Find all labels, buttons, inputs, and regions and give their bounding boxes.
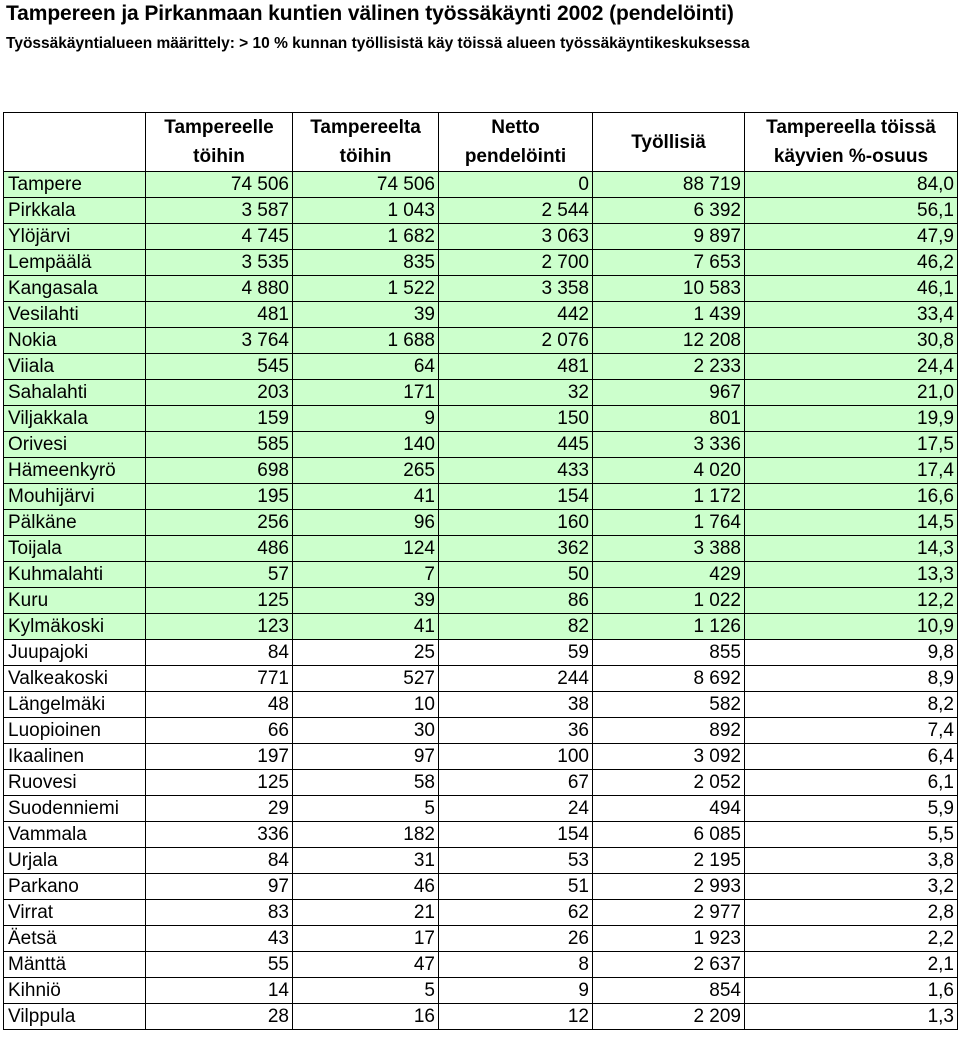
employed-value: 4 020 — [593, 458, 745, 484]
municipality-name: Ikaalinen — [4, 744, 146, 770]
header-label-line2: pendelöinti — [464, 146, 567, 167]
table-header-row — [4, 113, 958, 172]
municipality-name: Ruovesi — [4, 770, 146, 796]
employed-value: 10 583 — [593, 276, 745, 302]
municipality-name: Vilppula — [4, 1004, 146, 1030]
municipality-name: Kuru — [4, 588, 146, 614]
to-tampere-value: 545 — [146, 354, 293, 380]
municipality-name: Viiala — [4, 354, 146, 380]
table-row — [4, 250, 958, 276]
share-percent-value: 16,6 — [745, 484, 958, 510]
share-percent-value: 84,0 — [745, 172, 958, 198]
table-row — [4, 432, 958, 458]
share-percent-value: 46,2 — [745, 250, 958, 276]
to-tampere-value: 197 — [146, 744, 293, 770]
to-tampere-value: 55 — [146, 952, 293, 978]
header-share-working-in-tampere — [745, 113, 958, 172]
net-commuting-value: 8 — [439, 952, 593, 978]
share-percent-value: 30,8 — [745, 328, 958, 354]
share-percent-value: 21,0 — [745, 380, 958, 406]
employed-value: 7 653 — [593, 250, 745, 276]
municipality-name: Parkano — [4, 874, 146, 900]
share-percent-value: 33,4 — [745, 302, 958, 328]
employed-value: 2 637 — [593, 952, 745, 978]
employed-value: 3 388 — [593, 536, 745, 562]
from-tampere-value: 5 — [293, 796, 439, 822]
header-to-tampere — [146, 113, 293, 172]
header-label-line1: Tampereelta — [310, 117, 421, 138]
municipality-name: Kuhmalahti — [4, 562, 146, 588]
net-commuting-value: 154 — [439, 484, 593, 510]
header-net-commuting — [439, 113, 593, 172]
employed-value: 892 — [593, 718, 745, 744]
to-tampere-value: 83 — [146, 900, 293, 926]
net-commuting-value: 154 — [439, 822, 593, 848]
employed-value: 1 022 — [593, 588, 745, 614]
municipality-name: Vammala — [4, 822, 146, 848]
table-row — [4, 874, 958, 900]
municipality-name: Mouhijärvi — [4, 484, 146, 510]
from-tampere-value: 835 — [293, 250, 439, 276]
from-tampere-value: 182 — [293, 822, 439, 848]
from-tampere-value: 30 — [293, 718, 439, 744]
net-commuting-value: 26 — [439, 926, 593, 952]
net-commuting-value: 24 — [439, 796, 593, 822]
net-commuting-value: 2 076 — [439, 328, 593, 354]
net-commuting-value: 53 — [439, 848, 593, 874]
employed-value: 855 — [593, 640, 745, 666]
net-commuting-value: 3 063 — [439, 224, 593, 250]
net-commuting-value: 38 — [439, 692, 593, 718]
table-row — [4, 484, 958, 510]
to-tampere-value: 66 — [146, 718, 293, 744]
net-commuting-value: 442 — [439, 302, 593, 328]
share-percent-value: 6,1 — [745, 770, 958, 796]
table-row — [4, 692, 958, 718]
to-tampere-value: 28 — [146, 1004, 293, 1030]
table-row — [4, 952, 958, 978]
employed-value: 582 — [593, 692, 745, 718]
net-commuting-value: 50 — [439, 562, 593, 588]
to-tampere-value: 84 — [146, 848, 293, 874]
table-row — [4, 198, 958, 224]
employed-value: 967 — [593, 380, 745, 406]
municipality-name: Valkeakoski — [4, 666, 146, 692]
table-row — [4, 354, 958, 380]
municipality-name: Urjala — [4, 848, 146, 874]
employed-value: 9 897 — [593, 224, 745, 250]
header-employed — [593, 113, 745, 172]
table-row — [4, 770, 958, 796]
employed-value: 2 233 — [593, 354, 745, 380]
net-commuting-value: 160 — [439, 510, 593, 536]
municipality-name: Viljakkala — [4, 406, 146, 432]
table-row — [4, 926, 958, 952]
employed-value: 12 208 — [593, 328, 745, 354]
municipality-name: Vesilahti — [4, 302, 146, 328]
from-tampere-value: 74 506 — [293, 172, 439, 198]
net-commuting-value: 86 — [439, 588, 593, 614]
from-tampere-value: 7 — [293, 562, 439, 588]
table-row — [4, 302, 958, 328]
municipality-name: Pälkäne — [4, 510, 146, 536]
share-percent-value: 1,6 — [745, 978, 958, 1004]
municipality-name: Lempäälä — [4, 250, 146, 276]
employed-value: 3 092 — [593, 744, 745, 770]
from-tampere-value: 58 — [293, 770, 439, 796]
municipality-name: Orivesi — [4, 432, 146, 458]
to-tampere-value: 698 — [146, 458, 293, 484]
net-commuting-value: 3 358 — [439, 276, 593, 302]
employed-value: 6 392 — [593, 198, 745, 224]
from-tampere-value: 124 — [293, 536, 439, 562]
municipality-name: Kylmäkoski — [4, 614, 146, 640]
to-tampere-value: 123 — [146, 614, 293, 640]
from-tampere-value: 1 043 — [293, 198, 439, 224]
to-tampere-value: 481 — [146, 302, 293, 328]
table-row — [4, 666, 958, 692]
table-row — [4, 562, 958, 588]
from-tampere-value: 39 — [293, 302, 439, 328]
employed-value: 8 692 — [593, 666, 745, 692]
to-tampere-value: 125 — [146, 770, 293, 796]
from-tampere-value: 265 — [293, 458, 439, 484]
share-percent-value: 47,9 — [745, 224, 958, 250]
net-commuting-value: 51 — [439, 874, 593, 900]
to-tampere-value: 97 — [146, 874, 293, 900]
header-label-line1: Tampereelle — [164, 117, 274, 138]
municipality-name: Mänttä — [4, 952, 146, 978]
share-percent-value: 17,4 — [745, 458, 958, 484]
to-tampere-value: 84 — [146, 640, 293, 666]
net-commuting-value: 2 700 — [439, 250, 593, 276]
employed-value: 1 764 — [593, 510, 745, 536]
to-tampere-value: 256 — [146, 510, 293, 536]
table-row — [4, 276, 958, 302]
to-tampere-value: 14 — [146, 978, 293, 1004]
table-row — [4, 510, 958, 536]
from-tampere-value: 21 — [293, 900, 439, 926]
share-percent-value: 3,8 — [745, 848, 958, 874]
employed-value: 2 993 — [593, 874, 745, 900]
table-row — [4, 744, 958, 770]
share-percent-value: 3,2 — [745, 874, 958, 900]
net-commuting-value: 244 — [439, 666, 593, 692]
to-tampere-value: 43 — [146, 926, 293, 952]
table-row — [4, 848, 958, 874]
share-percent-value: 19,9 — [745, 406, 958, 432]
net-commuting-value: 481 — [439, 354, 593, 380]
table-row — [4, 380, 958, 406]
employed-value: 1 172 — [593, 484, 745, 510]
municipality-name: Toijala — [4, 536, 146, 562]
net-commuting-value: 0 — [439, 172, 593, 198]
to-tampere-value: 486 — [146, 536, 293, 562]
share-percent-value: 12,2 — [745, 588, 958, 614]
table-body — [4, 172, 958, 1030]
municipality-name: Sahalahti — [4, 380, 146, 406]
municipality-name: Juupajoki — [4, 640, 146, 666]
from-tampere-value: 64 — [293, 354, 439, 380]
from-tampere-value: 9 — [293, 406, 439, 432]
share-percent-value: 8,9 — [745, 666, 958, 692]
from-tampere-value: 1 688 — [293, 328, 439, 354]
net-commuting-value: 433 — [439, 458, 593, 484]
table-row — [4, 588, 958, 614]
header-label-line2: töihin — [193, 146, 245, 167]
to-tampere-value: 48 — [146, 692, 293, 718]
from-tampere-value: 17 — [293, 926, 439, 952]
employed-value: 2 195 — [593, 848, 745, 874]
municipality-name: Pirkkala — [4, 198, 146, 224]
employed-value: 2 977 — [593, 900, 745, 926]
to-tampere-value: 195 — [146, 484, 293, 510]
table-row — [4, 406, 958, 432]
table-row — [4, 1004, 958, 1030]
to-tampere-value: 336 — [146, 822, 293, 848]
from-tampere-value: 41 — [293, 484, 439, 510]
employed-value: 2 209 — [593, 1004, 745, 1030]
to-tampere-value: 74 506 — [146, 172, 293, 198]
to-tampere-value: 3 587 — [146, 198, 293, 224]
table-row — [4, 224, 958, 250]
from-tampere-value: 97 — [293, 744, 439, 770]
share-percent-value: 7,4 — [745, 718, 958, 744]
municipality-name: Luopioinen — [4, 718, 146, 744]
net-commuting-value: 82 — [439, 614, 593, 640]
employed-value: 429 — [593, 562, 745, 588]
share-percent-value: 24,4 — [745, 354, 958, 380]
from-tampere-value: 96 — [293, 510, 439, 536]
from-tampere-value: 1 682 — [293, 224, 439, 250]
from-tampere-value: 1 522 — [293, 276, 439, 302]
to-tampere-value: 203 — [146, 380, 293, 406]
share-percent-value: 14,5 — [745, 510, 958, 536]
from-tampere-value: 16 — [293, 1004, 439, 1030]
to-tampere-value: 3 764 — [146, 328, 293, 354]
table-row — [4, 718, 958, 744]
to-tampere-value: 4 880 — [146, 276, 293, 302]
to-tampere-value: 57 — [146, 562, 293, 588]
header-from-tampere — [293, 113, 439, 172]
net-commuting-value: 59 — [439, 640, 593, 666]
from-tampere-value: 171 — [293, 380, 439, 406]
municipality-name: Suodenniemi — [4, 796, 146, 822]
employed-value: 3 336 — [593, 432, 745, 458]
employed-value: 88 719 — [593, 172, 745, 198]
table-row — [4, 640, 958, 666]
header-label-line2: käyvien %-osuus — [773, 146, 929, 167]
share-percent-value: 56,1 — [745, 198, 958, 224]
municipality-name: Nokia — [4, 328, 146, 354]
share-percent-value: 14,3 — [745, 536, 958, 562]
header-label-line2: töihin — [339, 146, 392, 167]
to-tampere-value: 585 — [146, 432, 293, 458]
net-commuting-value: 36 — [439, 718, 593, 744]
net-commuting-value: 150 — [439, 406, 593, 432]
from-tampere-value: 41 — [293, 614, 439, 640]
share-percent-value: 46,1 — [745, 276, 958, 302]
share-percent-value: 10,9 — [745, 614, 958, 640]
to-tampere-value: 29 — [146, 796, 293, 822]
header-label-line1: Netto — [491, 117, 540, 138]
employed-value: 801 — [593, 406, 745, 432]
employed-value: 494 — [593, 796, 745, 822]
municipality-name: Virrat — [4, 900, 146, 926]
net-commuting-value: 12 — [439, 1004, 593, 1030]
table-row — [4, 900, 958, 926]
table-row — [4, 614, 958, 640]
share-percent-value: 8,2 — [745, 692, 958, 718]
share-percent-value: 9,8 — [745, 640, 958, 666]
from-tampere-value: 47 — [293, 952, 439, 978]
municipality-name: Tampere — [4, 172, 146, 198]
net-commuting-value: 362 — [439, 536, 593, 562]
employed-value: 1 439 — [593, 302, 745, 328]
net-commuting-value: 2 544 — [439, 198, 593, 224]
table-row — [4, 978, 958, 1004]
employed-value: 1 923 — [593, 926, 745, 952]
share-percent-value: 2,8 — [745, 900, 958, 926]
from-tampere-value: 527 — [293, 666, 439, 692]
from-tampere-value: 39 — [293, 588, 439, 614]
header-label-line1: Tampereella töissä — [766, 117, 936, 138]
net-commuting-value: 445 — [439, 432, 593, 458]
share-percent-value: 5,9 — [745, 796, 958, 822]
net-commuting-value: 62 — [439, 900, 593, 926]
to-tampere-value: 4 745 — [146, 224, 293, 250]
to-tampere-value: 125 — [146, 588, 293, 614]
municipality-name: Ylöjärvi — [4, 224, 146, 250]
header-label-line1: Työllisiä — [631, 131, 706, 153]
from-tampere-value: 31 — [293, 848, 439, 874]
to-tampere-value: 3 535 — [146, 250, 293, 276]
share-percent-value: 6,4 — [745, 744, 958, 770]
municipality-name: Kangasala — [4, 276, 146, 302]
share-percent-value: 2,1 — [745, 952, 958, 978]
to-tampere-value: 159 — [146, 406, 293, 432]
table-row — [4, 458, 958, 484]
table-row — [4, 536, 958, 562]
commuting-table — [3, 112, 958, 1030]
table-row — [4, 172, 958, 198]
share-percent-value: 2,2 — [745, 926, 958, 952]
table-row — [4, 796, 958, 822]
table-row — [4, 328, 958, 354]
net-commuting-value: 32 — [439, 380, 593, 406]
from-tampere-value: 5 — [293, 978, 439, 1004]
net-commuting-value: 9 — [439, 978, 593, 1004]
municipality-name: Hämeenkyrö — [4, 458, 146, 484]
net-commuting-value: 67 — [439, 770, 593, 796]
share-percent-value: 1,3 — [745, 1004, 958, 1030]
employed-value: 2 052 — [593, 770, 745, 796]
share-percent-value: 5,5 — [745, 822, 958, 848]
net-commuting-value: 100 — [439, 744, 593, 770]
share-percent-value: 13,3 — [745, 562, 958, 588]
employed-value: 6 085 — [593, 822, 745, 848]
page-title: Tampereen ja Pirkanmaan kuntien välinen työssäkäynti 2002 (pendelöinti) — [6, 2, 734, 25]
from-tampere-value: 25 — [293, 640, 439, 666]
from-tampere-value: 46 — [293, 874, 439, 900]
to-tampere-value: 771 — [146, 666, 293, 692]
from-tampere-value: 10 — [293, 692, 439, 718]
from-tampere-value: 140 — [293, 432, 439, 458]
municipality-name: Äetsä — [4, 926, 146, 952]
table-row — [4, 822, 958, 848]
municipality-name: Kihniö — [4, 978, 146, 1004]
page-subtitle: Työssäkäyntialueen määrittely: > 10 % kunnan työllisistä käy töissä alueen työssäkäyntikeskuksessa — [6, 35, 750, 52]
employed-value: 1 126 — [593, 614, 745, 640]
employed-value: 854 — [593, 978, 745, 1004]
header-municipality — [4, 113, 146, 172]
municipality-name: Längelmäki — [4, 692, 146, 718]
share-percent-value: 17,5 — [745, 432, 958, 458]
